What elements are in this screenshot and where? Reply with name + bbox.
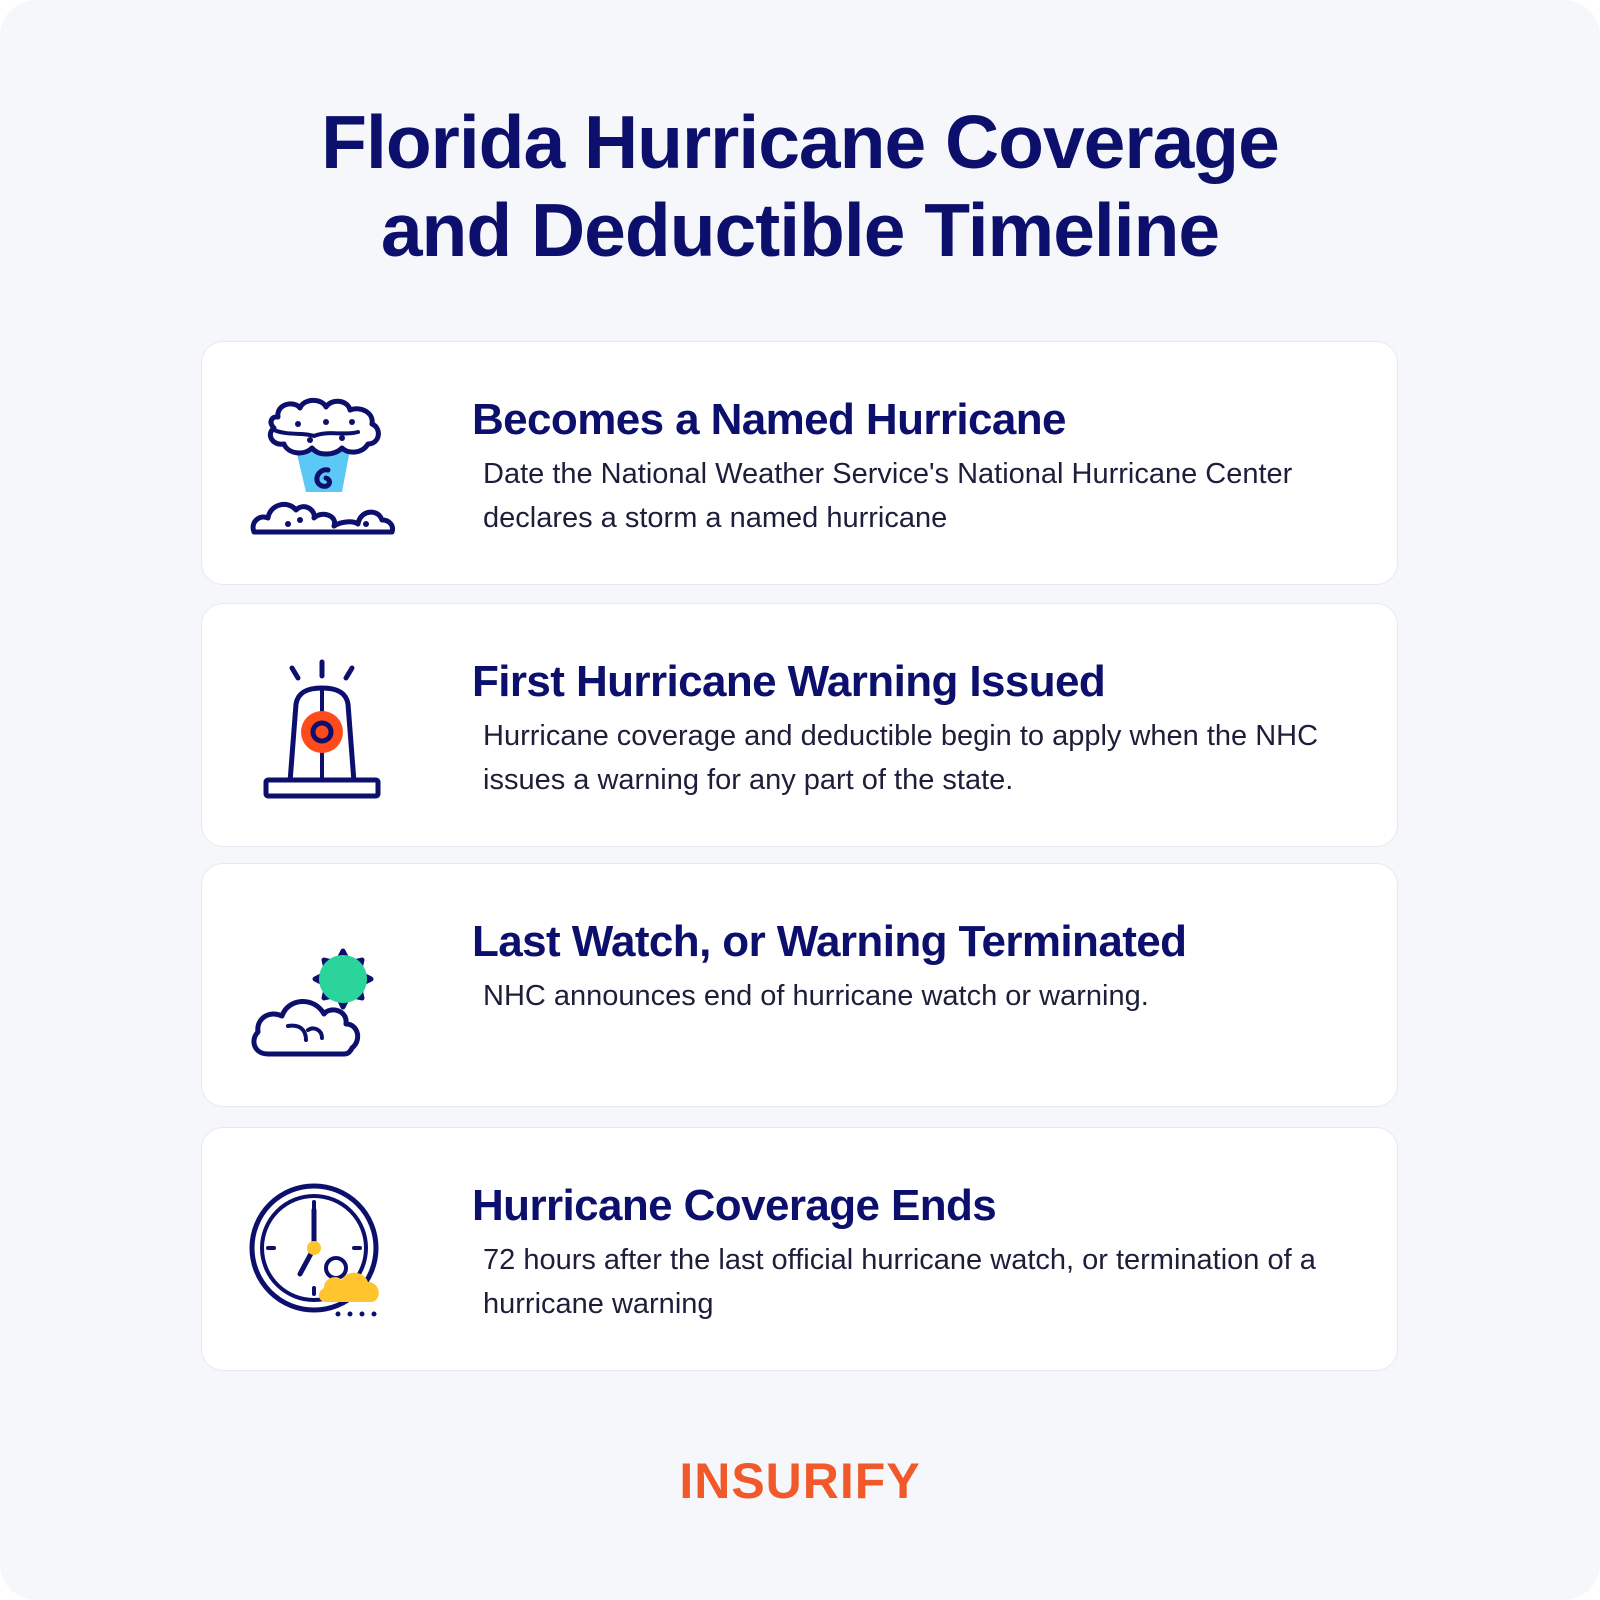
- sun-cloud-icon: [248, 914, 398, 1064]
- step-heading: Hurricane Coverage Ends: [472, 1181, 997, 1230]
- timeline-card-named-hurricane: [201, 341, 1398, 585]
- timeline-card-warning-terminated: [201, 863, 1398, 1107]
- step-description: Date the National Weather Service's National Hurricane Center declares a storm a named hurricane: [483, 458, 1293, 534]
- page-title-line-1: Florida Hurricane Coverage: [321, 100, 1279, 184]
- step-description: Hurricane coverage and deductible begin to apply when the NHC issues a warning for any part of the state.: [483, 720, 1319, 796]
- page-title-line-2: and Deductible Timeline: [380, 188, 1220, 272]
- step-heading: Last Watch, or Warning Terminated: [472, 917, 1187, 966]
- step-heading: First Hurricane Warning Issued: [472, 657, 1106, 706]
- timeline-card-coverage-ends: [201, 1127, 1398, 1371]
- step-description: NHC announces end of hurricane watch or warning.: [483, 980, 1149, 1012]
- clock-weather-icon: [248, 1178, 398, 1328]
- storm-cloud-icon: [248, 392, 398, 542]
- timeline-card-first-warning: [201, 603, 1398, 847]
- page-title: [0, 98, 1600, 274]
- brand-logo: INSURIFY: [679, 1453, 921, 1509]
- step-heading: Becomes a Named Hurricane: [472, 395, 1066, 444]
- step-description: 72 hours after the last official hurricane watch, or termination of a hurricane warning: [483, 1244, 1316, 1320]
- siren-icon: [248, 654, 398, 804]
